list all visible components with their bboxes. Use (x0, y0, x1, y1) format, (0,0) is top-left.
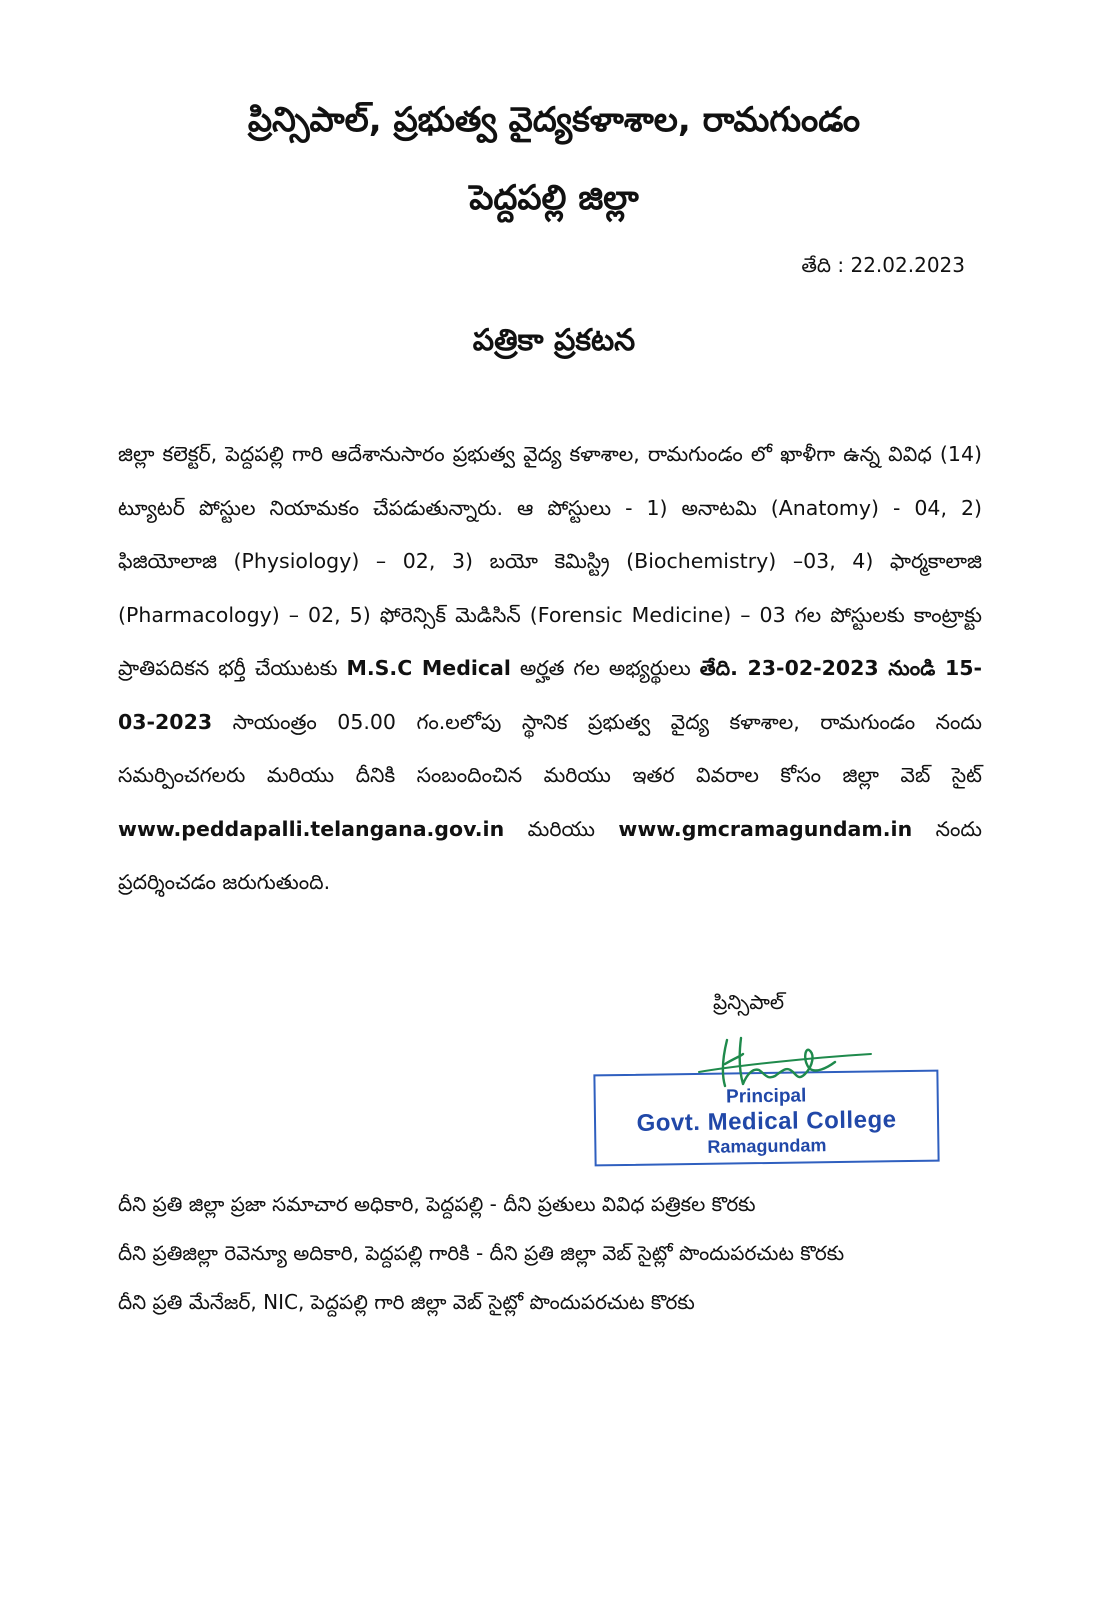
stamp-line-college: Govt. Medical College (636, 1106, 897, 1137)
stamp-line-place: Ramagundam (707, 1135, 827, 1157)
body-link-college-website: www.gmcramagundam.in (618, 816, 913, 841)
body-text-segment: అర్హత గల అభ్యర్థులు (510, 656, 700, 680)
body-text-segment: జిల్లా కలెక్టర్, పెద్దపల్లి గారి ఆదేశానుసారం ప్రభుత్వ వైద్య కళాశాల, రామగుండం లో ఖాళీగా ఉన్న వివిధ (14) ట్యూటర్ పోస్టుల నియామకం చేపడుతున్నారు. ఆ పోస్టులు - 1) అనాటమి (Anatomy) - 04, 2) ఫిజియోలాజి (Physiology) – 02, 3) బయో కెమిస్ట్రి (Biochemistry) –03, 4) ఫార్మకాలాజి (Pharmacology) – 02, 5) ఫోరెన్సిక్ మెడిసిన్ (Forensic Medicine) – 03 గల పోస్టులకు కాంట్రాక్టు ప్రాతిపదికన భర్తీ చేయుటకు (118, 442, 982, 680)
body-text-segment: సాయంత్రం 05.00 గం.లలోపు స్థానిక ప్రభుత్వ వైద్య కళాశాల, రామగుండం నందు సమర్పించగలరు మరియు దీనికి సంబందించిన మరియు ఇతర వివరాల కోసం జిల్లా వెబ్ సైట్ (118, 709, 982, 787)
copy-to-list (118, 1180, 844, 1327)
body-text-segment: మరియు (504, 816, 619, 841)
body-bold-qualification: M.S.C Medical (346, 656, 511, 680)
document-subtitle-district: పెద్దపల్లి జిల్లా (469, 178, 639, 218)
handwritten-signature (695, 1028, 885, 1098)
stamp-line-principal: Principal (725, 1085, 807, 1108)
copy-to-item: దీని ప్రతి మేనేజర్, NIC, పెద్దపల్లి గారి జిల్లా వెబ్ సైట్లో పొందుపరచుట కొరకు (118, 1290, 695, 1314)
document-date: తేది : 22.02.2023 (801, 253, 965, 277)
signature-designation: ప్రిన్సిపాల్ (713, 990, 785, 1014)
press-release-heading: పత్రికా ప్రకటన (472, 323, 636, 358)
body-link-district-website: www.peddapalli.telangana.gov.in (118, 816, 505, 841)
body-bold-date-range: తేది. 23-02-2023 నుండి 15-03-2023 (118, 656, 982, 734)
copy-to-item: దీని ప్రతి జిల్లా ప్రజా సమాచార అధికారి, పెద్దపల్లి - దీని ప్రతులు వివిధ పత్రికల కొరకు (118, 1192, 756, 1216)
copy-to-item: దీని ప్రతిజిల్లా రెవెన్యూ అదికారి, పెద్దపల్లి గారికి - దీని ప్రతి జిల్లా వెబ్ సైట్లో పొందుపరచుట కొరకు (118, 1241, 845, 1265)
press-release-body (118, 428, 982, 910)
body-text-segment: నందు ప్రదర్శించడం జరుగుతుంది. (118, 816, 982, 894)
document-title: ప్రిన్సిపాల్, ప్రభుత్వ వైద్యకళాశాల, రామగుండం (247, 100, 861, 140)
